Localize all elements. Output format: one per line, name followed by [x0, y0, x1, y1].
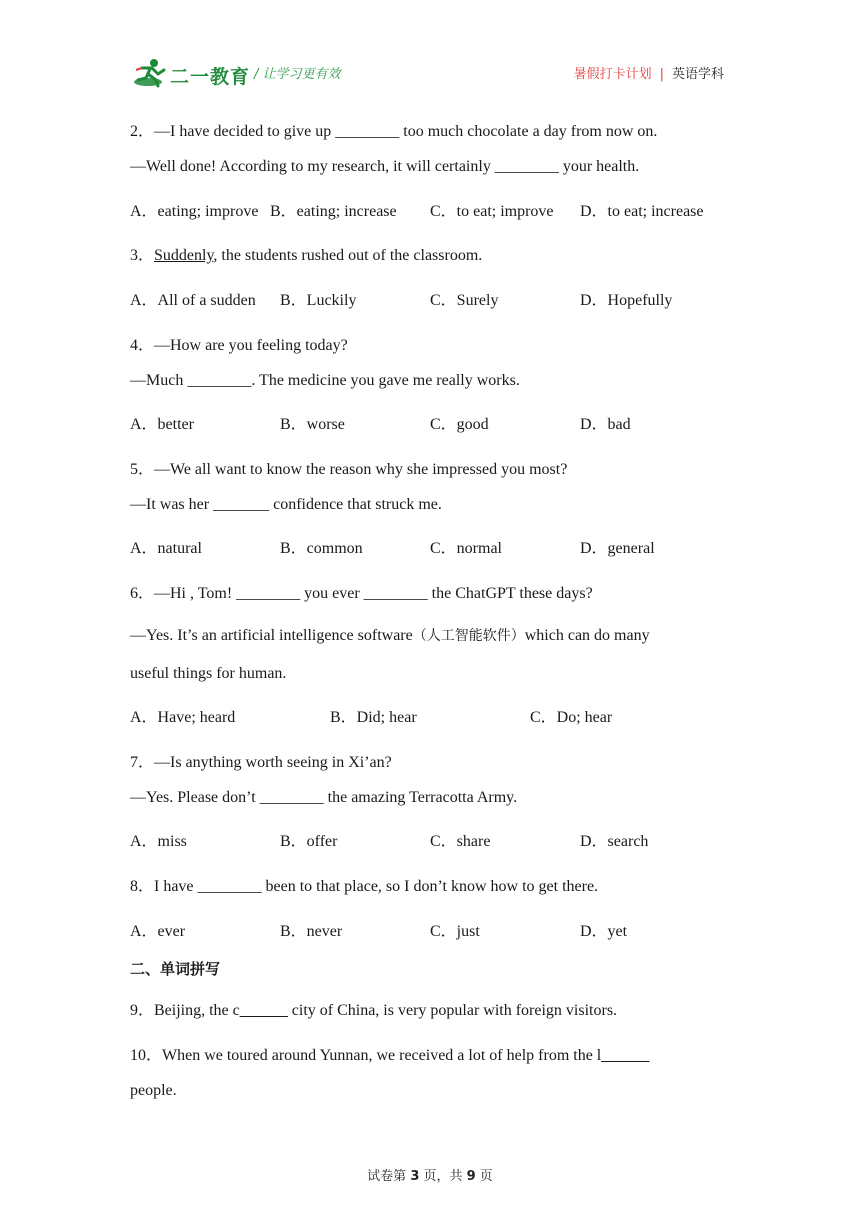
footer-total-pages: 9 [466, 1169, 476, 1184]
question-4-stem: 4．—How are you feeling today? [130, 337, 348, 354]
option-c: C．good [430, 416, 489, 433]
option-b: B．offer [280, 833, 338, 850]
question-7-stem-2: —Yes. Please don’t ________ the amazing Terracotta Army. [130, 789, 518, 806]
option-c: C．share [430, 833, 491, 850]
plan-label: 暑假打卡计划 [573, 67, 652, 82]
question-8-stem: 8．I have ________ been to that place, so I don’t know how to get there. [130, 878, 599, 895]
question-6-stem-3: useful things for human. [130, 665, 287, 682]
question-9-start: 9．Beijing, the c [130, 1002, 240, 1019]
option-d: D．Hopefully [580, 292, 673, 309]
question-10-blank: ______ [601, 1047, 650, 1064]
option-a: A．eating; improve [130, 203, 259, 220]
subject-label: 英语学科 [671, 67, 724, 82]
question-3-number: 3． [130, 247, 155, 264]
page-footer [0, 1165, 860, 1184]
question-3-underlined-word: Suddenly [154, 247, 214, 264]
question-3-stem [130, 242, 482, 265]
brand-slogan: / 让学习更有效 [254, 67, 341, 82]
option-d: D．search [580, 833, 649, 850]
question-9-blank: ______ [239, 1002, 288, 1019]
question-6-stem: 6．—Hi , Tom! ________ you ever ________ the ChatGPT these days? [130, 585, 593, 602]
question-5-stem: 5．—We all want to know the reason why she impressed you most? [130, 461, 568, 478]
option-c: C．Surely [430, 292, 499, 309]
option-b: B．worse [280, 416, 345, 433]
option-c: C．just [430, 923, 480, 940]
question-6-stem-2-start: —Yes. It’s an artificial intelligence software [130, 627, 413, 644]
option-a: A．miss [130, 833, 187, 850]
option-a: A．better [130, 416, 194, 433]
question-10-start: 10．When we toured around Yunnan, we received a lot of help from the l [130, 1047, 602, 1064]
option-a: A．ever [130, 923, 186, 940]
question-4-stem-2: —Much ________. The medicine you gave me really works. [130, 372, 520, 389]
option-c: C．normal [430, 540, 502, 557]
option-d: D．to eat; increase [580, 203, 704, 220]
option-c: C．Do; hear [530, 709, 613, 726]
question-6-stem-2-end: which can do many [524, 627, 650, 644]
header-right [574, 63, 724, 82]
option-d: D．bad [580, 416, 631, 433]
header-separator: | [659, 67, 664, 82]
footer-page-number: 3 [410, 1169, 420, 1184]
question-3-rest: , the students rushed out of the classroom. [213, 247, 483, 264]
section-heading: 二、单词拼写 [130, 960, 221, 978]
page-header [0, 0, 860, 100]
question-7-stem: 7．—Is anything worth seeing in Xi’an? [130, 754, 392, 771]
option-a: A．Have; heard [130, 709, 236, 726]
question-10-line-2: people. [130, 1082, 177, 1099]
question-2-stem: 2．—I have decided to give up ________ too much chocolate a day from now on. [130, 123, 658, 140]
question-6-chinese-gloss: （人工智能软件） [412, 628, 525, 644]
footer-prefix: 试卷第 [367, 1169, 411, 1184]
footer-suffix: 页 [475, 1169, 493, 1184]
brand-name: 二一教育 [170, 66, 251, 88]
question-10-stem [130, 1042, 649, 1065]
option-c: C．to eat; improve [430, 203, 554, 220]
option-b: B．Did; hear [330, 709, 417, 726]
question-9-end: city of China, is very popular with foreign visitors. [287, 1002, 618, 1019]
option-a: A．natural [130, 540, 202, 557]
question-9-stem [130, 997, 617, 1020]
option-a: A．All of a sudden [130, 292, 256, 309]
option-d: D．yet [580, 923, 628, 940]
footer-middle: 页，共 [419, 1169, 467, 1184]
option-b: B．eating; increase [270, 203, 397, 220]
question-6-stem-2 [130, 625, 650, 645]
option-d: D．general [580, 540, 655, 557]
option-b: B．never [280, 923, 343, 940]
option-b: B．Luckily [280, 292, 357, 309]
question-2-stem-2: —Well done! According to my research, it will certainly ________ your health. [130, 158, 640, 175]
question-5-stem-2: —It was her _______ confidence that struck me. [130, 496, 442, 513]
option-b: B．common [280, 540, 363, 557]
